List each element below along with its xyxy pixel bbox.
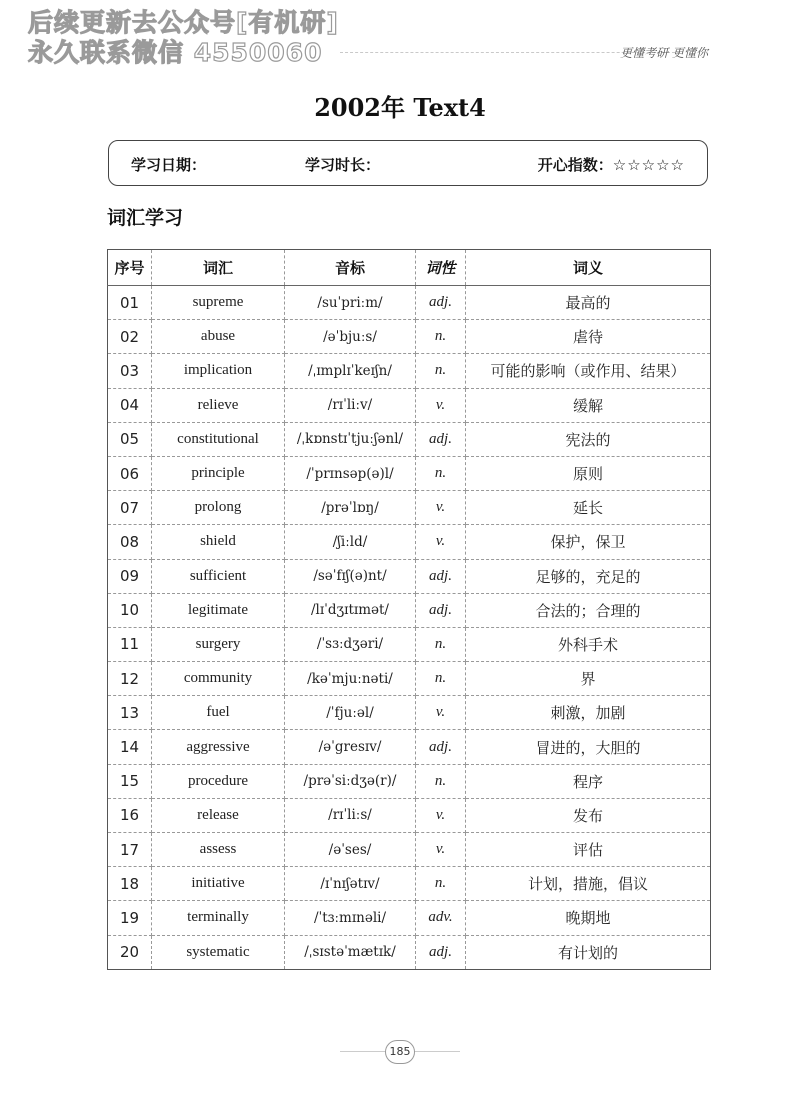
part-of-speech: adj. (416, 559, 466, 593)
part-of-speech: adj. (416, 593, 466, 627)
table-row (108, 935, 711, 969)
vocab-word: terminally (152, 901, 285, 935)
table-header-row (108, 250, 711, 286)
row-number: 18 (108, 867, 152, 901)
table-row (108, 764, 711, 798)
table-row (108, 798, 711, 832)
word-meaning: 有计划的 (557, 943, 618, 962)
vocab-word: initiative (152, 867, 285, 901)
part-of-speech: n. (416, 354, 466, 388)
vocab-word: legitimate (152, 593, 285, 627)
vocab-word: release (152, 798, 285, 832)
header-number: 序号 (108, 250, 152, 286)
row-number: 09 (108, 559, 152, 593)
word-meaning: 宪法的 (466, 422, 711, 456)
table-row (108, 593, 711, 627)
part-of-speech: n. (416, 867, 466, 901)
section-title: 词汇学习 (107, 207, 184, 229)
watermark (28, 8, 339, 68)
part-of-speech: adj. (416, 935, 466, 969)
table-row (108, 286, 711, 320)
row-number: 03 (108, 354, 152, 388)
row-number: 16 (108, 798, 152, 832)
phonetic-transcription: /ˌsɪstəˈmætɪk/ (285, 935, 416, 969)
page-footer (0, 1040, 800, 1064)
vocabulary-table (107, 249, 711, 970)
word-meaning: 最高的 (466, 286, 711, 320)
word-meaning: 程序 (466, 764, 711, 798)
word-meaning: 缓解 (466, 388, 711, 422)
vocab-word: constitutional (152, 422, 285, 456)
row-number: 05 (108, 422, 152, 456)
vocab-word: supreme (152, 286, 285, 320)
part-of-speech: adj. (416, 422, 466, 456)
phonetic-transcription: /rɪˈliːs/ (285, 798, 416, 832)
page-number: 185 (385, 1040, 415, 1064)
part-of-speech: v. (416, 798, 466, 832)
row-number: 17 (108, 833, 152, 867)
table-row (108, 627, 711, 661)
row-number: 07 (108, 491, 152, 525)
table-row (108, 525, 711, 559)
vocab-word: abuse (152, 320, 285, 354)
table-row (108, 662, 711, 696)
part-of-speech: v. (416, 696, 466, 730)
phonetic-transcription: /kəˈmjuːnəti/ (285, 662, 416, 696)
header-word: 词汇 (152, 250, 285, 286)
vocab-word: aggressive (152, 730, 285, 764)
vocab-word: shield (152, 525, 285, 559)
word-meaning: 延长 (466, 491, 711, 525)
vocab-word: prolong (152, 491, 285, 525)
part-of-speech: n. (416, 764, 466, 798)
vocab-word: fuel (152, 696, 285, 730)
part-of-speech: v. (416, 388, 466, 422)
row-number: 04 (108, 388, 152, 422)
phonetic-transcription: /əˈses/ (285, 833, 416, 867)
phonetic-transcription: /ˌkɒnstɪˈtjuːʃənl/ (285, 422, 416, 456)
table-row (108, 730, 711, 764)
table-row (108, 867, 711, 901)
word-meaning: 晚期地 (466, 901, 711, 935)
word-meaning: 保护，保卫 (466, 525, 711, 559)
phonetic-transcription: /ˌɪmplɪˈkeɪʃn/ (285, 354, 416, 388)
happiness-index-label: 开心指数： (537, 156, 613, 174)
phonetic-transcription: /əˈbjuːs/ (285, 320, 416, 354)
watermark-line-1: 后续更新去公众号[有机研] (28, 8, 339, 37)
word-meaning: 评估 (466, 833, 711, 867)
header-phonetic: 音标 (285, 250, 416, 286)
star-rating-icon: ☆☆☆☆☆ (612, 156, 685, 174)
word-meaning: 合法的；合理的 (466, 593, 711, 627)
word-meaning: 可能的影响（或作用、结果） (466, 354, 711, 388)
study-info-box (108, 140, 708, 186)
vocab-word: sufficient (152, 559, 285, 593)
word-meaning: 虐待 (466, 320, 711, 354)
table-row (108, 388, 711, 422)
row-number: 11 (108, 627, 152, 661)
word-meaning: 刺激，加剧 (466, 696, 711, 730)
table-row (108, 901, 711, 935)
vocab-word: surgery (152, 627, 285, 661)
phonetic-transcription: /əˈgresɪv/ (285, 730, 416, 764)
table-row (108, 833, 711, 867)
row-number: 19 (108, 901, 152, 935)
word-meaning: 界 (466, 662, 711, 696)
phonetic-transcription: /prəˈsiːdʒə(r)/ (285, 764, 416, 798)
row-number: 13 (108, 696, 152, 730)
happiness-index (538, 154, 685, 175)
vocab-word: implication (152, 354, 285, 388)
vocab-word: community (152, 662, 285, 696)
vocab-word: principle (152, 456, 285, 490)
vocab-word: systematic (152, 935, 285, 969)
row-number: 08 (108, 525, 152, 559)
part-of-speech: n. (416, 456, 466, 490)
phonetic-transcription: /ɪˈnɪʃətɪv/ (285, 867, 416, 901)
part-of-speech: n. (416, 627, 466, 661)
header-slogan: 更懂考研 更懂你 (620, 46, 708, 60)
row-number: 14 (108, 730, 152, 764)
table-row (108, 422, 711, 456)
header-meaning: 词义 (466, 250, 711, 286)
study-duration-label: 学习时长： (305, 156, 381, 174)
study-date-label: 学习日期： (131, 156, 207, 174)
part-of-speech: adj. (416, 730, 466, 764)
part-of-speech: n. (416, 662, 466, 696)
row-number: 01 (108, 286, 152, 320)
table-row (108, 354, 711, 388)
part-of-speech: n. (416, 320, 466, 354)
row-number: 12 (108, 662, 152, 696)
phonetic-transcription: /ˈfjuːəl/ (285, 696, 416, 730)
vocab-word: relieve (152, 388, 285, 422)
row-number: 20 (108, 935, 152, 969)
word-meaning: 计划，措施，倡议 (466, 867, 711, 901)
part-of-speech: v. (416, 833, 466, 867)
phonetic-transcription: /ˈsɜːdʒəri/ (285, 627, 416, 661)
vocab-word: procedure (152, 764, 285, 798)
phonetic-transcription: /lɪˈdʒɪtɪmət/ (285, 593, 416, 627)
word-meaning: 原则 (466, 456, 711, 490)
phonetic-transcription: /rɪˈliːv/ (285, 388, 416, 422)
part-of-speech: adv. (416, 901, 466, 935)
vocab-word: assess (152, 833, 285, 867)
phonetic-transcription: /prəˈlɒŋ/ (285, 491, 416, 525)
word-meaning: 足够的，充足的 (466, 559, 711, 593)
watermark-line-2: 永久联系微信 4550060 (28, 38, 323, 67)
word-meaning: 冒进的，大胆的 (466, 730, 711, 764)
table-row (108, 491, 711, 525)
part-of-speech: v. (416, 491, 466, 525)
row-number: 06 (108, 456, 152, 490)
phonetic-transcription: /ʃiːld/ (285, 525, 416, 559)
phonetic-transcription: /səˈfɪʃ(ə)nt/ (285, 559, 416, 593)
table-row (108, 456, 711, 490)
part-of-speech: v. (416, 525, 466, 559)
table-row (108, 696, 711, 730)
row-number: 02 (108, 320, 152, 354)
row-number: 15 (108, 764, 152, 798)
phonetic-transcription: /ˈprɪnsəp(ə)l/ (285, 456, 416, 490)
table-row (108, 559, 711, 593)
table-row (108, 320, 711, 354)
header-part-of-speech: 词性 (416, 250, 466, 286)
word-meaning: 外科手术 (466, 627, 711, 661)
row-number: 10 (108, 593, 152, 627)
phonetic-transcription: /suˈpriːm/ (285, 286, 416, 320)
part-of-speech: adj. (416, 286, 466, 320)
page-title: 2002年 Text4 (314, 93, 486, 122)
word-meaning: 发布 (466, 798, 711, 832)
phonetic-transcription: /ˈtɜːmɪnəli/ (285, 901, 416, 935)
